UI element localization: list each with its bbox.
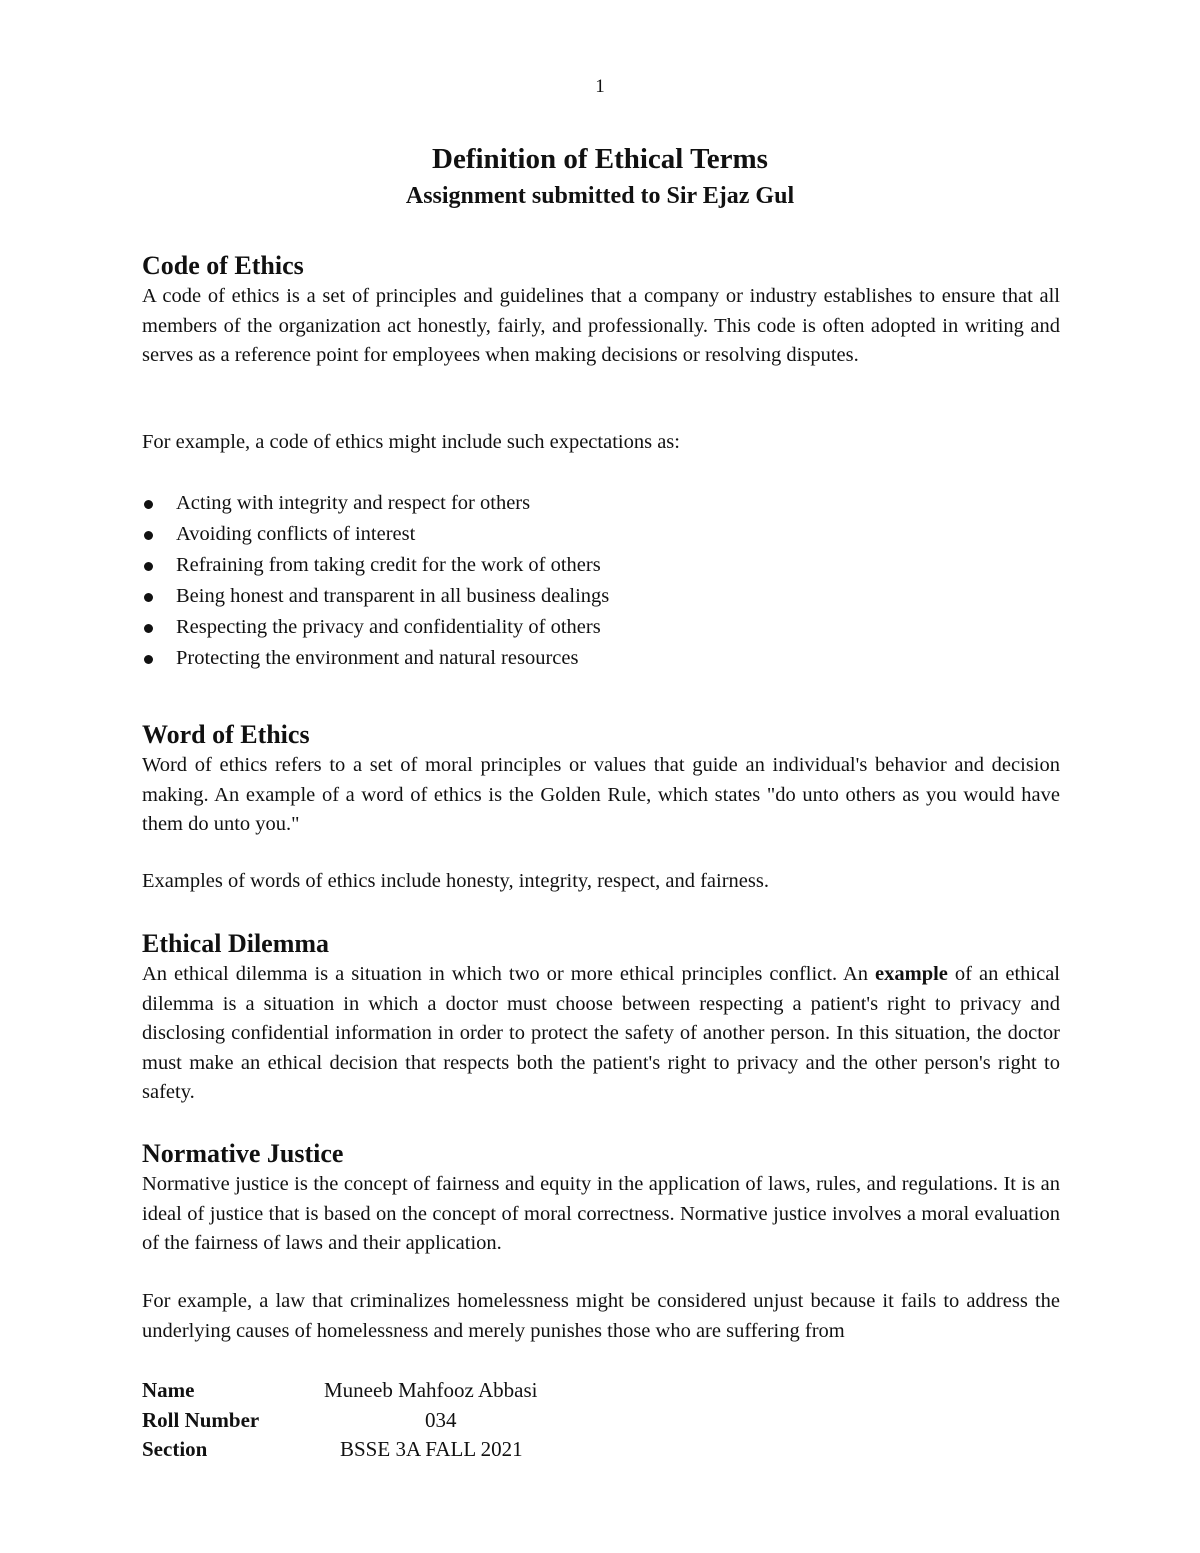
section-heading-word-of-ethics: Word of Ethics: [142, 720, 310, 749]
section-ethical-dilemma: [142, 927, 1060, 1108]
code-of-ethics-paragraph: A code of ethics is a set of principles and guidelines that a company or industry establishes to ensure that all members of the organization act honestly, fairly, and professionally. This code is often adopted in writing and serves as a reference point for employees when making decisions or resolving disputes.: [142, 285, 1060, 366]
name-label: Name: [142, 1378, 195, 1402]
name-value: Muneeb Mahfooz Abbasi: [324, 1378, 538, 1402]
bullet-text: Avoiding conflicts of interest: [176, 523, 416, 545]
section-heading-code-of-ethics: Code of Ethics: [142, 251, 304, 280]
bullet-text: Acting with integrity and respect for others: [176, 492, 531, 514]
section-heading-ethical-dilemma: Ethical Dilemma: [142, 929, 330, 958]
ethical-dilemma-text-end: of an ethical dilemma is a situation in which a doctor must choose between respecting a patient's right to privacy and disclosing confidential information in order to protect the safety of another person. In this situation, the doctor must make an ethical decision that respects both the patient's right to privacy and the other person's right to safety.: [142, 963, 1060, 1103]
page-number: 1: [595, 76, 605, 97]
bullet-icon: [144, 593, 153, 602]
normative-justice-example-block: [142, 1287, 1060, 1346]
section-word-of-ethics: [142, 718, 1060, 840]
ethical-dilemma-text-start: An ethical dilemma is a situation in which two or more ethical principles conflict. An: [142, 963, 876, 985]
bullet-text: Refraining from taking credit for the work of others: [176, 554, 601, 576]
section-label: Section: [142, 1437, 208, 1461]
code-of-ethics-bullet-list: [142, 488, 1060, 674]
document-subtitle: Assignment submitted to Sir Ejaz Gul: [405, 183, 795, 209]
bullet-text: Respecting the privacy and confidentiality of others: [176, 616, 601, 638]
word-of-ethics-examples-block: [142, 867, 1060, 897]
bullet-icon: [144, 624, 153, 633]
bullet-icon: [144, 531, 153, 540]
section-value: BSSE 3A FALL 2021: [340, 1437, 523, 1461]
bullet-item: [142, 488, 1060, 519]
bullet-icon: [144, 562, 153, 571]
bullet-item: [142, 519, 1060, 550]
bullet-item: [142, 643, 1060, 674]
word-of-ethics-paragraph: Word of ethics refers to a set of moral principles or values that guide an individual's behavior and decision making. An example of a word of ethics is the Golden Rule, which states "do unto others as you would have them do unto you.": [142, 754, 1060, 835]
bullet-text: Being honest and transparent in all business dealings: [176, 585, 610, 607]
word-of-ethics-examples: Examples of words of ethics include honesty, integrity, respect, and fairness.: [142, 870, 769, 892]
bullet-item: [142, 612, 1060, 643]
bullet-icon: [144, 655, 153, 664]
code-of-ethics-example-intro: For example, a code of ethics might include such expectations as:: [142, 431, 680, 453]
ethical-dilemma-paragraph: [142, 960, 1060, 1108]
ethical-dilemma-bold-word: example: [875, 963, 948, 985]
bullet-text: Protecting the environment and natural resources: [176, 647, 579, 669]
bullet-icon: [144, 500, 153, 509]
code-of-ethics-example-block: [142, 428, 1060, 458]
bullet-item: [142, 550, 1060, 581]
normative-justice-paragraph: Normative justice is the concept of fairness and equity in the application of laws, rules, and regulations. It is an ideal of justice that is based on the concept of moral correctness. Normative justice involves a moral evaluation of the fairness of laws and their application.: [142, 1173, 1060, 1254]
normative-justice-example: For example, a law that criminalizes homelessness might be considered unjust because it fails to address the underlying causes of homelessness and merely punishes those who are suffering from: [142, 1290, 1060, 1342]
roll-number-label: Roll Number: [142, 1407, 260, 1432]
section-heading-normative-justice: Normative Justice: [142, 1139, 344, 1168]
roll-number-value: 034: [425, 1407, 457, 1432]
bullet-item: [142, 581, 1060, 612]
document-title: Definition of Ethical Terms: [432, 143, 768, 175]
section-code-of-ethics: [142, 249, 1060, 371]
section-normative-justice: [142, 1137, 1060, 1259]
